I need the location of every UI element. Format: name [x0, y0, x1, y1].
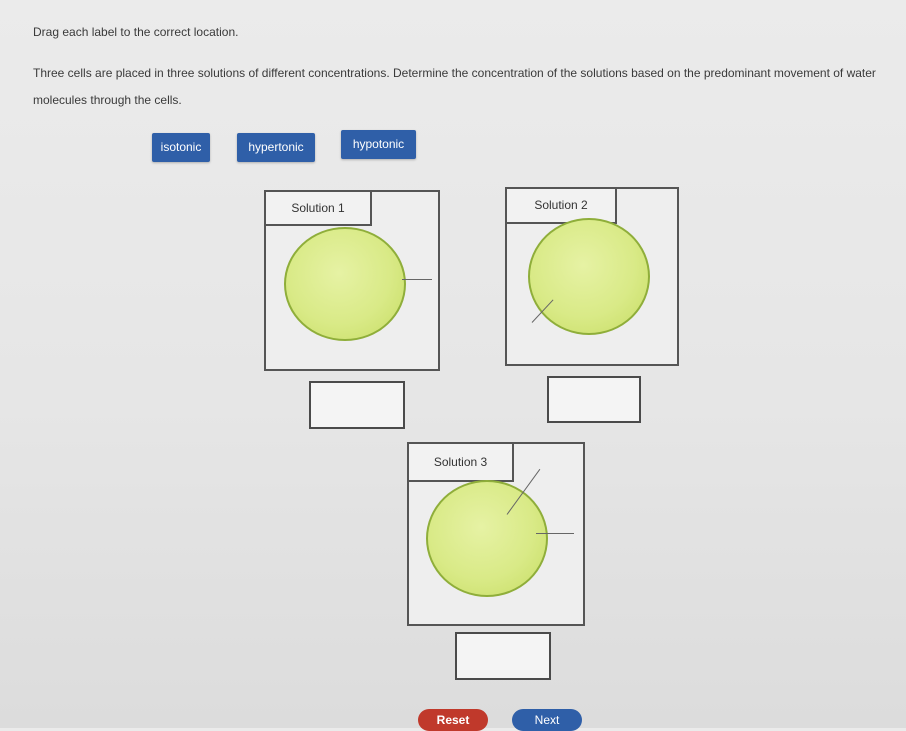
solution-2-panel — [505, 187, 679, 366]
solution-2-title: Solution 2 — [505, 187, 617, 224]
solution-3-title: Solution 3 — [407, 442, 514, 482]
reset-button[interactable]: Reset — [418, 709, 488, 731]
solution-1-drop-target[interactable] — [309, 381, 405, 429]
solution-3-drop-target[interactable] — [455, 632, 551, 680]
label-chip-hypertonic[interactable]: hypertonic — [237, 133, 315, 162]
label-chip-hypotonic[interactable]: hypotonic — [341, 130, 416, 159]
solution-2-cell — [528, 218, 650, 335]
solution-2-drop-target[interactable] — [547, 376, 641, 423]
instruction-text: Drag each label to the correct location. — [33, 25, 239, 39]
water-arrow-icon — [536, 533, 574, 534]
solution-3-cell — [426, 480, 548, 597]
solution-1-panel — [264, 190, 440, 371]
solution-3-panel — [407, 442, 585, 626]
label-chip-isotonic[interactable]: isotonic — [152, 133, 210, 162]
solution-1-title: Solution 1 — [264, 190, 372, 226]
next-button[interactable]: Next — [512, 709, 582, 731]
solution-1-cell — [284, 227, 406, 341]
question-text: Three cells are placed in three solutions of different concentrations. Determine the concentration of the solutions based on the predominant movement of water molecules through the cells. — [33, 66, 876, 107]
water-arrow-icon — [402, 279, 432, 280]
